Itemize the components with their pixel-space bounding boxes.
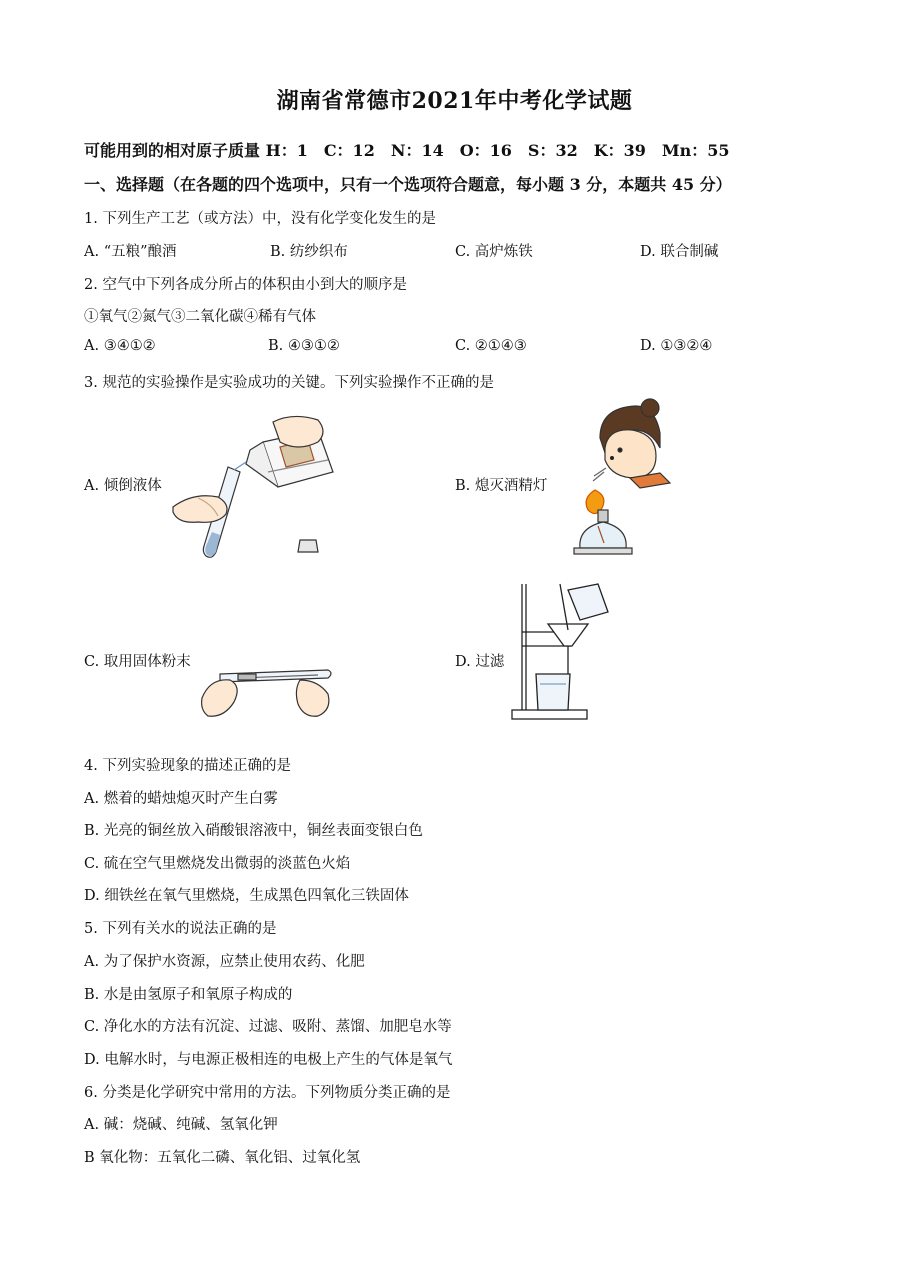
q4-option-a: A. 燃着的蜡烛熄灭时产生白雾 <box>84 791 278 807</box>
q1-option-d: D. 联合制碱 <box>640 244 719 260</box>
question-4-stem: 4. 下列实验现象的描述正确的是 <box>84 758 291 774</box>
q5-option-a: A. 为了保护水资源，应禁止使用农药、化肥 <box>84 954 365 970</box>
filtration-apparatus-illustration <box>510 580 615 722</box>
q3-option-d: D. 过滤 <box>455 654 505 670</box>
q6-option-a: A. 碱：烧碱、纯碱、氢氧化钾 <box>84 1117 278 1133</box>
pouring-liquid-illustration <box>168 412 343 562</box>
q1-option-b: B. 纺纱织布 <box>270 244 348 260</box>
q4-option-d: D. 细铁丝在氧气里燃烧，生成黑色四氧化三铁固体 <box>84 888 409 904</box>
question-1-stem: 1. 下列生产工艺（或方法）中，没有化学变化发生的是 <box>84 211 436 227</box>
q5-option-c: C. 净化水的方法有沉淀、过滤、吸附、蒸馏、加肥皂水等 <box>84 1019 452 1035</box>
q3-option-a: A. 倾倒液体 <box>84 478 162 494</box>
q2-option-d: D. ①③②④ <box>640 338 713 354</box>
question-5-stem: 5. 下列有关水的说法正确的是 <box>84 921 277 937</box>
q3-option-b: B. 熄灭酒精灯 <box>455 478 548 494</box>
taking-solid-powder-illustration <box>200 658 340 720</box>
q6-option-b: B 氧化物：五氧化二磷、氧化铝、过氧化氢 <box>84 1150 361 1166</box>
q2-option-b: B. ④③①② <box>268 338 340 354</box>
question-3-stem: 3. 规范的实验操作是实验成功的关键。下列实验操作不正确的是 <box>84 375 494 391</box>
blowing-out-alcohol-lamp-illustration <box>560 398 675 558</box>
q2-option-a: A. ③④①② <box>84 338 156 354</box>
q5-option-d: D. 电解水时，与电源正极相连的电极上产生的气体是氧气 <box>84 1052 453 1068</box>
atomic-masses-line: 可能用到的相对原子质量 H：1 C：12 N：14 O：16 S：32 K：39 Mn：55 <box>84 141 730 160</box>
q4-option-c: C. 硫在空气里燃烧发出微弱的淡蓝色火焰 <box>84 856 351 872</box>
q1-option-c: C. 高炉炼铁 <box>455 244 533 260</box>
q1-option-a: A. “五粮”酿酒 <box>84 244 177 260</box>
q4-option-b: B. 光亮的铜丝放入硝酸银溶液中，铜丝表面变银白色 <box>84 823 423 839</box>
page-title: 湖南省常德市2021年中考化学试题 <box>276 88 633 114</box>
q5-option-b: B. 水是由氢原子和氧原子构成的 <box>84 987 293 1003</box>
question-6-stem: 6. 分类是化学研究中常用的方法。下列物质分类正确的是 <box>84 1085 451 1101</box>
q3-option-c: C. 取用固体粉末 <box>84 654 191 670</box>
section-heading: 一、选择题（在各题的四个选项中，只有一个选项符合题意，每小题 3 分，本题共 45 分） <box>84 175 732 194</box>
question-2-stem: 2. 空气中下列各成分所占的体积由小到大的顺序是 <box>84 277 407 293</box>
question-2-list: ①氧气②氮气③二氧化碳④稀有气体 <box>84 309 316 325</box>
q2-option-c: C. ②①④③ <box>455 338 527 354</box>
